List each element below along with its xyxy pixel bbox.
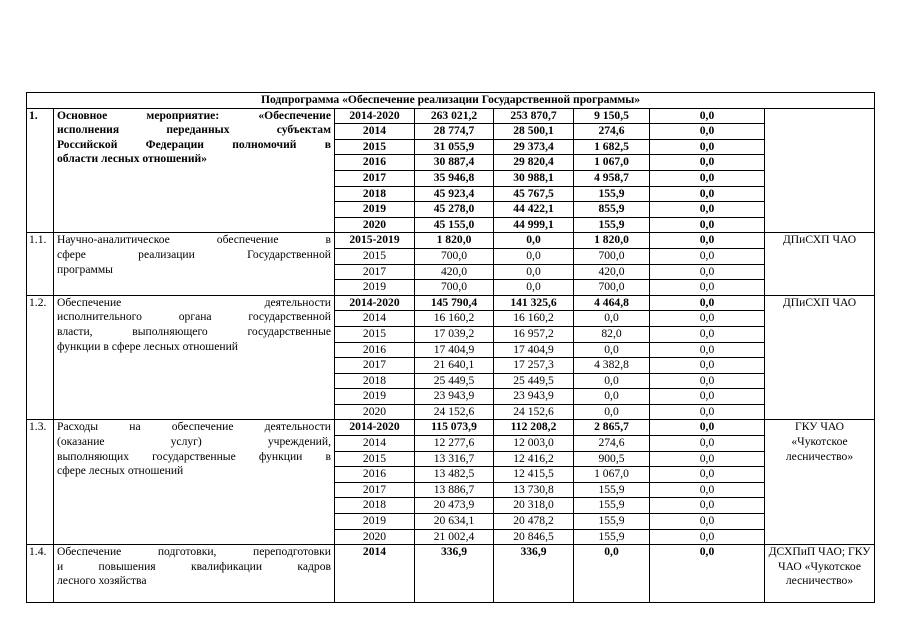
year-cell: 2014 — [335, 311, 415, 327]
item-name-line: Научно-аналитическое обеспечение в — [57, 233, 331, 247]
amount-cell: 82,0 — [574, 326, 650, 342]
item-name-line: сфере реализации Государственной — [57, 247, 331, 261]
amount-cell: 13 482,5 — [415, 467, 494, 483]
item-name-line: Расходы на обеспечение деятельности — [57, 420, 331, 434]
year-cell: 2015 — [335, 451, 415, 467]
other-sources-cell: 0,0 — [650, 467, 765, 483]
other-sources-cell: 0,0 — [650, 451, 765, 467]
other-sources-cell: 0,0 — [650, 186, 765, 202]
other-sources-cell: 0,0 — [650, 233, 765, 249]
other-sources-cell: 0,0 — [650, 124, 765, 140]
year-cell: 2020 — [335, 217, 415, 233]
amount-cell: 0,0 — [574, 389, 650, 405]
amount-cell: 13 316,7 — [415, 451, 494, 467]
other-sources-cell: 0,0 — [650, 139, 765, 155]
other-sources-cell: 0,0 — [650, 404, 765, 420]
other-sources-cell: 0,0 — [650, 108, 765, 124]
amount-cell: 253 870,7 — [494, 108, 574, 124]
year-cell: 2017 — [335, 482, 415, 498]
amount-cell: 31 055,9 — [415, 139, 494, 155]
amount-cell: 9 150,5 — [574, 108, 650, 124]
amount-cell: 420,0 — [415, 264, 494, 280]
amount-cell: 30 887,4 — [415, 155, 494, 171]
amount-cell: 45 923,4 — [415, 186, 494, 202]
year-cell: 2015-2019 — [335, 233, 415, 249]
amount-cell: 20 318,0 — [494, 498, 574, 514]
other-sources-cell: 0,0 — [650, 248, 765, 264]
amount-cell: 13 886,7 — [415, 482, 494, 498]
amount-cell: 25 449,5 — [494, 373, 574, 389]
other-sources-cell: 0,0 — [650, 170, 765, 186]
year-cell: 2014 — [335, 124, 415, 140]
amount-cell: 2 865,7 — [574, 420, 650, 436]
subprogram-title: Подпрограмма «Обеспечение реализации Государственной программы» — [27, 93, 875, 109]
amount-cell: 12 415,5 — [494, 467, 574, 483]
amount-cell: 420,0 — [574, 264, 650, 280]
item-name — [54, 420, 335, 545]
table-row — [27, 295, 875, 311]
year-cell: 2018 — [335, 186, 415, 202]
amount-cell: 24 152,6 — [415, 404, 494, 420]
year-cell: 2018 — [335, 373, 415, 389]
table-row — [27, 233, 875, 249]
amount-cell: 35 946,8 — [415, 170, 494, 186]
year-cell: 2017 — [335, 358, 415, 374]
amount-cell: 155,9 — [574, 217, 650, 233]
amount-cell: 17 404,9 — [415, 342, 494, 358]
amount-cell: 155,9 — [574, 482, 650, 498]
amount-cell: 0,0 — [574, 545, 650, 603]
table-row — [27, 545, 875, 603]
amount-cell: 25 449,5 — [415, 373, 494, 389]
year-cell: 2014-2020 — [335, 420, 415, 436]
other-sources-cell: 0,0 — [650, 155, 765, 171]
other-sources-cell: 0,0 — [650, 311, 765, 327]
amount-cell: 855,9 — [574, 202, 650, 218]
amount-cell: 12 416,2 — [494, 451, 574, 467]
year-cell: 2016 — [335, 342, 415, 358]
amount-cell: 16 160,2 — [415, 311, 494, 327]
item-number: 1.1. — [27, 233, 54, 295]
item-name-line: выполняющих государственные функции в — [57, 449, 331, 463]
amount-cell: 16 160,2 — [494, 311, 574, 327]
other-sources-cell: 0,0 — [650, 545, 765, 603]
amount-cell: 45 278,0 — [415, 202, 494, 218]
year-cell: 2014-2020 — [335, 295, 415, 311]
item-name-line: Обеспечение деятельности — [57, 295, 331, 309]
other-sources-cell: 0,0 — [650, 373, 765, 389]
amount-cell: 44 422,1 — [494, 202, 574, 218]
year-cell: 2017 — [335, 170, 415, 186]
amount-cell: 20 473,9 — [415, 498, 494, 514]
amount-cell: 17 404,9 — [494, 342, 574, 358]
amount-cell: 155,9 — [574, 529, 650, 545]
amount-cell: 1 067,0 — [574, 467, 650, 483]
year-cell: 2015 — [335, 248, 415, 264]
year-cell: 2014-2020 — [335, 108, 415, 124]
item-number: 1.4. — [27, 545, 54, 603]
item-name-line: и повышения квалификации кадров — [57, 559, 331, 573]
amount-cell: 155,9 — [574, 186, 650, 202]
executor-cell: ДСХПиП ЧАО; ГКУ ЧАО «Чукотское лесничество» — [765, 545, 875, 603]
other-sources-cell: 0,0 — [650, 326, 765, 342]
item-name-line: функции в сфере лесных отношений — [57, 339, 238, 353]
amount-cell: 155,9 — [574, 498, 650, 514]
amount-cell: 700,0 — [574, 280, 650, 296]
amount-cell: 20 478,2 — [494, 514, 574, 530]
table-row — [27, 108, 875, 124]
item-name-line: сфере лесных отношений — [57, 464, 184, 478]
year-cell: 2020 — [335, 404, 415, 420]
item-number: 1. — [27, 108, 54, 233]
amount-cell: 28 500,1 — [494, 124, 574, 140]
year-cell: 2014 — [335, 436, 415, 452]
amount-cell: 4 464,8 — [574, 295, 650, 311]
amount-cell: 336,9 — [494, 545, 574, 603]
item-name-line: лесного хозяйства — [57, 574, 147, 588]
executor-cell — [765, 108, 875, 233]
year-cell: 2016 — [335, 467, 415, 483]
amount-cell: 0,0 — [494, 280, 574, 296]
amount-cell: 1 820,0 — [415, 233, 494, 249]
table-body — [27, 93, 875, 603]
amount-cell: 274,6 — [574, 436, 650, 452]
other-sources-cell: 0,0 — [650, 436, 765, 452]
amount-cell: 155,9 — [574, 514, 650, 530]
item-name — [54, 295, 335, 420]
other-sources-cell: 0,0 — [650, 514, 765, 530]
amount-cell: 45 767,5 — [494, 186, 574, 202]
amount-cell: 0,0 — [574, 311, 650, 327]
amount-cell: 4 382,8 — [574, 358, 650, 374]
year-cell: 2018 — [335, 498, 415, 514]
other-sources-cell: 0,0 — [650, 498, 765, 514]
item-name-line: власти, выполняющего государственные — [57, 324, 331, 338]
amount-cell: 700,0 — [415, 280, 494, 296]
amount-cell: 23 943,9 — [494, 389, 574, 405]
item-name-line: программы — [57, 262, 113, 276]
amount-cell: 900,5 — [574, 451, 650, 467]
item-name — [54, 108, 335, 233]
year-cell: 2014 — [335, 545, 415, 603]
amount-cell: 21 002,4 — [415, 529, 494, 545]
item-name-line: исполнения переданных субъектам — [57, 123, 331, 137]
amount-cell: 0,0 — [494, 233, 574, 249]
amount-cell: 1 682,5 — [574, 139, 650, 155]
amount-cell: 44 999,1 — [494, 217, 574, 233]
amount-cell: 336,9 — [415, 545, 494, 603]
amount-cell: 1 820,0 — [574, 233, 650, 249]
executor-cell: ГКУ ЧАО «Чукотское лесничество» — [765, 420, 875, 545]
year-cell: 2019 — [335, 514, 415, 530]
other-sources-cell: 0,0 — [650, 420, 765, 436]
year-cell: 2015 — [335, 326, 415, 342]
item-name — [54, 545, 335, 603]
other-sources-cell: 0,0 — [650, 482, 765, 498]
item-name — [54, 233, 335, 295]
executor-cell: ДПиСХП ЧАО — [765, 295, 875, 420]
other-sources-cell: 0,0 — [650, 217, 765, 233]
other-sources-cell: 0,0 — [650, 389, 765, 405]
amount-cell: 0,0 — [574, 342, 650, 358]
year-cell: 2019 — [335, 389, 415, 405]
amount-cell: 274,6 — [574, 124, 650, 140]
amount-cell: 115 073,9 — [415, 420, 494, 436]
amount-cell: 13 730,8 — [494, 482, 574, 498]
amount-cell: 30 988,1 — [494, 170, 574, 186]
amount-cell: 24 152,6 — [494, 404, 574, 420]
amount-cell: 12 003,0 — [494, 436, 574, 452]
amount-cell: 45 155,0 — [415, 217, 494, 233]
amount-cell: 0,0 — [494, 264, 574, 280]
year-cell: 2017 — [335, 264, 415, 280]
item-name-line: Российской Федерации полномочий в — [57, 137, 331, 151]
other-sources-cell: 0,0 — [650, 202, 765, 218]
amount-cell: 20 846,5 — [494, 529, 574, 545]
other-sources-cell: 0,0 — [650, 358, 765, 374]
item-name-line: Основное мероприятие: «Обеспечение — [57, 108, 331, 122]
item-name-line: исполнительного органа государственной — [57, 310, 331, 324]
amount-cell: 700,0 — [574, 248, 650, 264]
subprogram-header-row — [27, 93, 875, 109]
amount-cell: 141 325,6 — [494, 295, 574, 311]
amount-cell: 263 021,2 — [415, 108, 494, 124]
amount-cell: 112 208,2 — [494, 420, 574, 436]
year-cell: 2015 — [335, 139, 415, 155]
item-name-line: Обеспечение подготовки, переподготовки — [57, 545, 331, 559]
amount-cell: 28 774,7 — [415, 124, 494, 140]
other-sources-cell: 0,0 — [650, 295, 765, 311]
other-sources-cell: 0,0 — [650, 280, 765, 296]
other-sources-cell: 0,0 — [650, 529, 765, 545]
amount-cell: 0,0 — [574, 373, 650, 389]
year-cell: 2016 — [335, 155, 415, 171]
program-table — [26, 92, 875, 603]
executor-cell: ДПиСХП ЧАО — [765, 233, 875, 295]
year-cell: 2020 — [335, 529, 415, 545]
amount-cell: 20 634,1 — [415, 514, 494, 530]
year-cell: 2019 — [335, 202, 415, 218]
other-sources-cell: 0,0 — [650, 264, 765, 280]
amount-cell: 0,0 — [494, 248, 574, 264]
year-cell: 2019 — [335, 280, 415, 296]
amount-cell: 17 039,2 — [415, 326, 494, 342]
amount-cell: 4 958,7 — [574, 170, 650, 186]
amount-cell: 29 820,4 — [494, 155, 574, 171]
amount-cell: 145 790,4 — [415, 295, 494, 311]
amount-cell: 12 277,6 — [415, 436, 494, 452]
amount-cell: 17 257,3 — [494, 358, 574, 374]
item-number: 1.3. — [27, 420, 54, 545]
amount-cell: 700,0 — [415, 248, 494, 264]
amount-cell: 16 957,2 — [494, 326, 574, 342]
amount-cell: 29 373,4 — [494, 139, 574, 155]
other-sources-cell: 0,0 — [650, 342, 765, 358]
item-number: 1.2. — [27, 295, 54, 420]
item-name-line: (оказание услуг) учреждений, — [57, 435, 331, 449]
amount-cell: 0,0 — [574, 404, 650, 420]
table-row — [27, 420, 875, 436]
amount-cell: 1 067,0 — [574, 155, 650, 171]
item-name-line: области лесных отношений» — [57, 152, 207, 166]
amount-cell: 23 943,9 — [415, 389, 494, 405]
amount-cell: 21 640,1 — [415, 358, 494, 374]
